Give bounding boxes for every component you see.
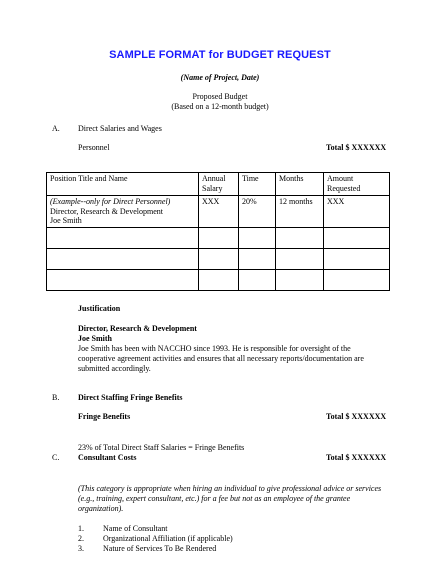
header-position: Position Title and Name [47, 173, 199, 196]
table-row [47, 228, 390, 249]
empty-cell[interactable] [324, 270, 390, 291]
justification-heading: Justification [78, 304, 121, 313]
table-header-row [47, 173, 390, 196]
budget-basis: (Based on a 12-month budget) [171, 102, 269, 111]
empty-cell[interactable] [47, 249, 199, 270]
empty-cell[interactable] [324, 249, 390, 270]
salary-cell[interactable]: XXX [199, 196, 239, 228]
list-item: Nature of Services To Be Rendered [103, 544, 217, 553]
header-amount: Amount Requested [324, 173, 390, 196]
empty-cell[interactable] [239, 249, 276, 270]
example-note: (Example--only for Direct Personnel) [50, 197, 171, 206]
proposed-budget-heading: Proposed Budget [192, 92, 248, 101]
consultant-note: (This category is appropriate when hiring an individual to give professional advice or services (e.g., training, expert consultant, etc.) for a fee but not as an employee of the grantee organization). [78, 484, 382, 513]
months-cell[interactable]: 12 months [276, 196, 324, 228]
time-cell[interactable]: 20% [239, 196, 276, 228]
empty-cell[interactable] [47, 270, 199, 291]
amount-cell[interactable]: XXX [324, 196, 390, 228]
section-a-total: Total $ XXXXXX [326, 143, 387, 152]
empty-cell[interactable] [276, 249, 324, 270]
justification-role: Director, Research & Development [78, 324, 197, 333]
fringe-label: Fringe Benefits [78, 412, 131, 421]
list-item-number: 1. [78, 524, 84, 533]
section-b-total: Total $ XXXXXX [326, 412, 387, 421]
empty-cell[interactable] [199, 270, 239, 291]
header-time: Time [239, 173, 276, 196]
list-item: Organizational Affiliation (if applicable) [103, 534, 233, 543]
list-item: Name of Consultant [103, 524, 168, 533]
justification-name: Joe Smith [78, 334, 112, 343]
header-salary: Annual Salary [199, 173, 239, 196]
table-row [47, 249, 390, 270]
personnel-label: Personnel [78, 143, 110, 152]
table-row [47, 196, 390, 228]
budget-table [46, 172, 390, 291]
section-b-letter: B. [52, 393, 60, 402]
table-row [47, 270, 390, 291]
section-c-letter: C. [52, 453, 60, 462]
section-a-heading: Direct Salaries and Wages [78, 124, 162, 133]
empty-cell[interactable] [199, 228, 239, 249]
employee-name: Joe Smith [50, 216, 82, 225]
list-item-number: 3. [78, 544, 84, 553]
position-title: Director, Research & Development [50, 206, 163, 216]
empty-cell[interactable] [276, 228, 324, 249]
empty-cell[interactable] [276, 270, 324, 291]
section-c-heading: Consultant Costs [78, 453, 137, 462]
document-title: SAMPLE FORMAT for BUDGET REQUEST [109, 49, 331, 61]
section-a-letter: A. [52, 124, 60, 133]
empty-cell[interactable] [199, 249, 239, 270]
justification-text: Joe Smith has been with NACCHO since 1993. He is responsible for oversight of the cooperative agreement activities and ensures that all necessary reports/documentation are submitted accordingly. [78, 344, 364, 373]
header-months: Months [276, 173, 324, 196]
position-cell[interactable] [47, 196, 199, 228]
empty-cell[interactable] [239, 228, 276, 249]
fringe-note: 23% of Total Direct Staff Salaries = Fringe Benefits [78, 443, 245, 452]
project-name-date: (Name of Project, Date) [180, 73, 260, 82]
section-c-total: Total $ XXXXXX [326, 453, 387, 462]
empty-cell[interactable] [324, 228, 390, 249]
empty-cell[interactable] [47, 228, 199, 249]
section-b-heading: Direct Staffing Fringe Benefits [78, 393, 183, 402]
empty-cell[interactable] [239, 270, 276, 291]
list-item-number: 2. [78, 534, 84, 543]
